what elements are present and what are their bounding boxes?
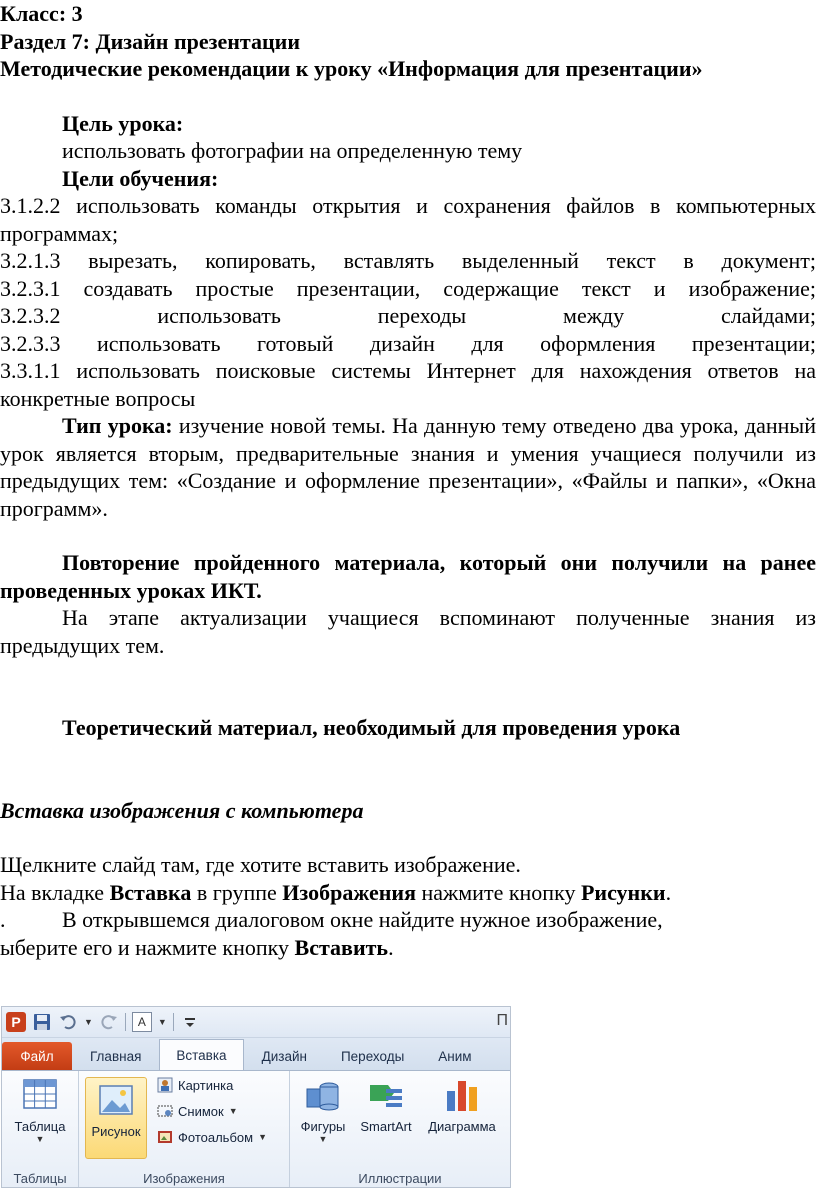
customize-toolbar-icon[interactable] [180,1012,200,1032]
theory-heading: Теоретический материал, необходимый для проведения урока [62,715,681,740]
learning-item: 3.2.3.3 использовать готовый дизайн для оформления презентации; [0,330,816,356]
save-icon[interactable] [32,1012,52,1032]
chevron-down-icon: ▼ [318,1134,328,1144]
group-label: Таблицы [13,1171,67,1186]
redo-icon[interactable] [99,1012,119,1032]
learning-item: 3.3.1.1 использовать поисковые системы Интернет для нахождения ответов на конкретные вопросы [0,358,816,411]
learning-item: 3.2.1.3 вырезать, копировать, вставлять выделенный текст в документ; [0,248,816,273]
lesson-type-paragraph [0,412,816,522]
ribbon-screenshot [1,1006,511,1188]
class-line: Класс: 3 [0,1,83,26]
insert-step-4: ыберите его и нажмите кнопку Вставить. [0,934,394,960]
tab-animations[interactable]: Аним [438,1048,472,1064]
chevron-down-icon: ▼ [35,1134,45,1144]
font-size-icon[interactable]: A [132,1012,152,1032]
powerpoint-logo-icon: P [6,1012,26,1032]
tab-insert[interactable]: Вставка [159,1039,243,1070]
chart-button[interactable]: Диаграмма [420,1077,504,1134]
learning-item: 3.1.2.2 использовать команды открытия и сохранения файлов в компьютерных программах; [0,193,816,246]
insert-step-3: . В открывшемся диалоговом окне найдите нужное изображение, [0,907,663,932]
photo-album-button[interactable]: Фотоальбом ▼ [157,1129,267,1145]
chevron-down-icon[interactable]: ▼ [84,1017,93,1027]
chevron-down-icon: ▼ [228,1106,238,1116]
table-icon [22,1077,58,1113]
window-title: П [496,1012,508,1029]
chevron-down-icon: ▼ [258,1132,267,1142]
clipart-button[interactable]: Картинка [157,1077,233,1093]
section-line: Раздел 7: Дизайн презентации [0,28,301,54]
learning-heading: Цели обучения: [62,165,219,191]
group-illustrations [290,1071,510,1188]
insert-heading: Вставка изображения с компьютера [0,797,364,823]
method-line: Методические рекомендации к уроку «Информация для презентации» [0,56,703,81]
chevron-down-icon[interactable]: ▼ [157,1017,167,1027]
learning-item: 3.2.3.1 создавать простые презентации, содержащие текст и изображение; [0,275,816,301]
picture-button[interactable]: Рисунок [85,1077,147,1159]
learning-item: 3.2.3.2 использовать переходы между слайдами; [0,303,816,328]
review-heading: Повторение пройденного материала, который они получили на ранее проведенных уроках ИКТ. [0,550,816,603]
lesson-type-heading: Тип урока: [62,413,173,438]
screenshot-button[interactable]: Снимок ▼ [157,1103,238,1119]
screenshot-icon [157,1103,173,1119]
ribbon-groups [2,1070,510,1188]
insert-step-2: На вкладке Вставка в группе Изображения нажмите кнопку Рисунки. [0,879,672,905]
review-text: На этапе актуализации учащиеся вспоминают полученные знания из предыдущих тем. [0,605,816,658]
shapes-icon [305,1077,341,1113]
clipart-icon [157,1077,173,1093]
tab-transitions[interactable]: Переходы [340,1048,405,1064]
tab-design[interactable]: Дизайн [261,1048,307,1064]
insert-step-1: Щелкните слайд там, где хотите вставить изображение. [0,852,521,877]
tab-home[interactable]: Главная [90,1048,142,1064]
smartart-icon [368,1077,404,1113]
chart-icon [444,1077,480,1113]
lesson-type-text: изучение новой темы. На данную тему отведено два урока, данный урок является вторым, предварительные знания и умения учащиеся получили из предыдущих тем: «Создание и оформление презентации», «Файлы и папки», «Окна программ». [0,413,816,521]
group-label: Иллюстрации [358,1171,442,1186]
photo-album-icon [157,1129,173,1145]
undo-icon[interactable] [58,1012,78,1032]
picture-icon [98,1082,134,1118]
goal-text: использовать фотографии на определенную тему [62,138,523,163]
group-images [79,1071,290,1188]
goal-heading: Цель урока: [62,110,184,136]
quick-access-toolbar [2,1007,510,1038]
group-label: Изображения [143,1171,225,1186]
ribbon-tabs [2,1038,510,1070]
smartart-button[interactable]: SmartArt [354,1077,418,1134]
group-tables [2,1071,79,1188]
table-button[interactable]: Таблица ▼ [9,1077,71,1144]
shapes-button[interactable]: Фигуры ▼ [294,1077,352,1144]
tab-file[interactable]: Файл [2,1042,72,1070]
